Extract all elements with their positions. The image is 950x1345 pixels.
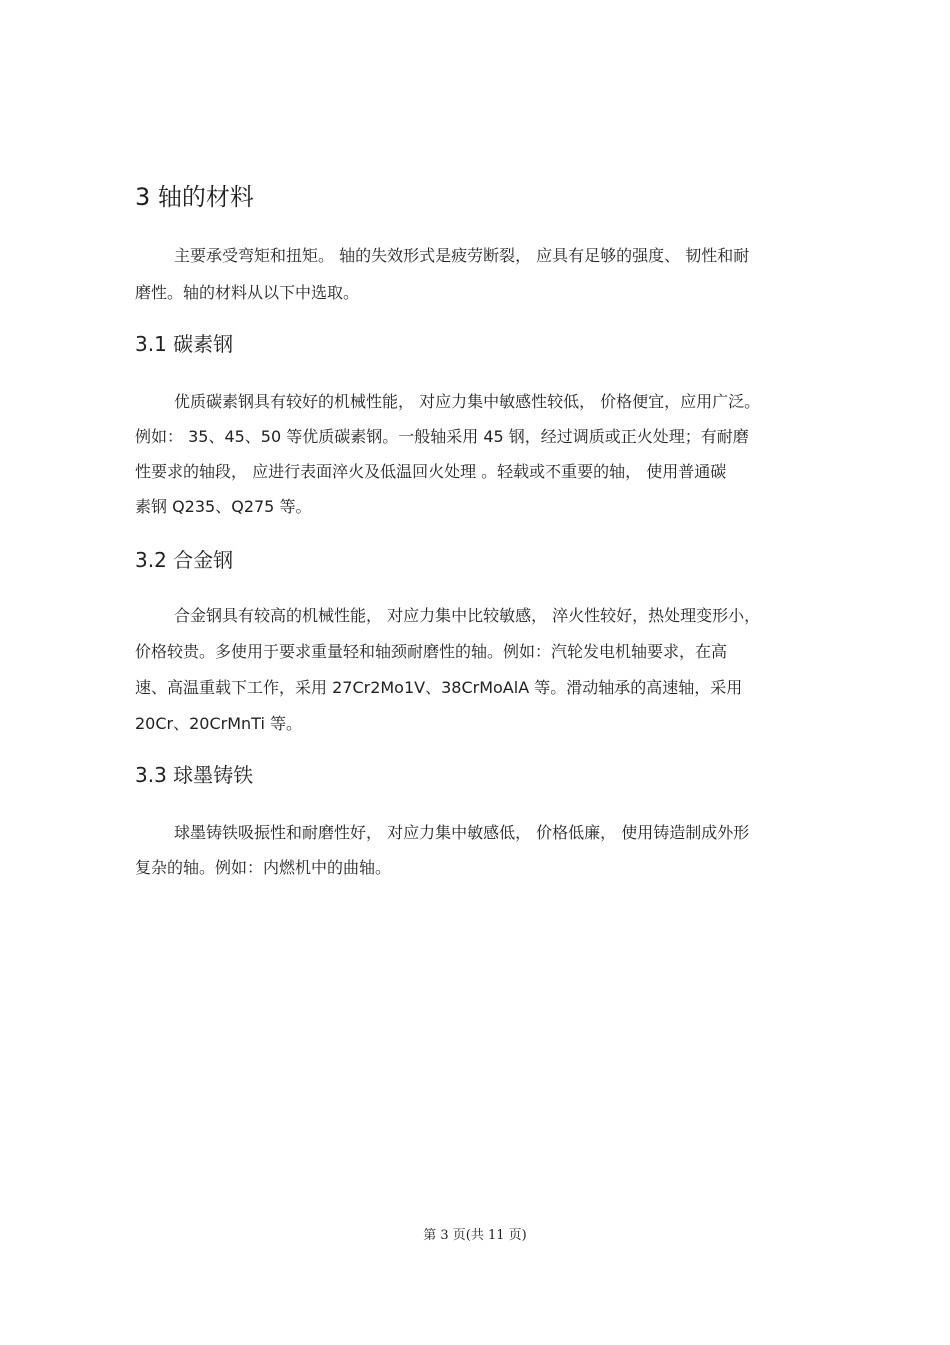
paragraph-line: 速、高温重载下工作，采用 27Cr2Mo1V、38CrMoAlA 等。滑动轴承的高速轴，采用 xyxy=(135,678,743,697)
paragraph-line: 球墨铸铁吸振性和耐磨性好， 对应力集中敏感低， 价格低廉， 使用铸造制成外形 xyxy=(174,823,750,842)
paragraph-line: 磨性。轴的材料从以下中选取。 xyxy=(135,283,360,302)
subsection-heading-carbon-steel: 3.1 碳素钢 xyxy=(135,332,234,356)
paragraph-line: 素钢 Q235、Q275 等。 xyxy=(135,497,312,516)
section-heading: 3 轴的材料 xyxy=(135,183,254,211)
subsection-heading-ductile-iron: 3.3 球墨铸铁 xyxy=(135,763,254,787)
paragraph-line: 合金钢具有较高的机械性能， 对应力集中比较敏感， 淬火性较好，热处理变形小， xyxy=(174,606,761,625)
subsection-heading-alloy-steel: 3.2 合金钢 xyxy=(135,548,234,572)
paragraph-line: 例如： 35、45、50 等优质碳素钢。一般轴采用 45 钢，经过调质或正火处理；有耐磨 xyxy=(135,427,749,446)
page-number-footer: 第 3 页(共 11 页) xyxy=(423,1228,527,1243)
paragraph-line: 20Cr、20CrMnTi 等。 xyxy=(135,714,302,733)
paragraph-line: 复杂的轴。例如：内燃机中的曲轴。 xyxy=(135,858,392,877)
paragraph-line: 价格较贵。多使用于要求重量轻和轴颈耐磨性的轴。例如：汽轮发电机轴要求，在高 xyxy=(135,642,728,661)
paragraph-line: 主要承受弯矩和扭矩。 轴的失效形式是疲劳断裂， 应具有足够的强度、 韧性和耐 xyxy=(174,246,750,265)
paragraph-line: 性要求的轴段， 应进行表面淬火及低温回火处理 。轻载或不重要的轴， 使用普通碳 xyxy=(135,462,727,481)
paragraph-line: 优质碳素钢具有较好的机械性能， 对应力集中敏感性较低， 价格便宜，应用广泛。 xyxy=(174,392,761,411)
